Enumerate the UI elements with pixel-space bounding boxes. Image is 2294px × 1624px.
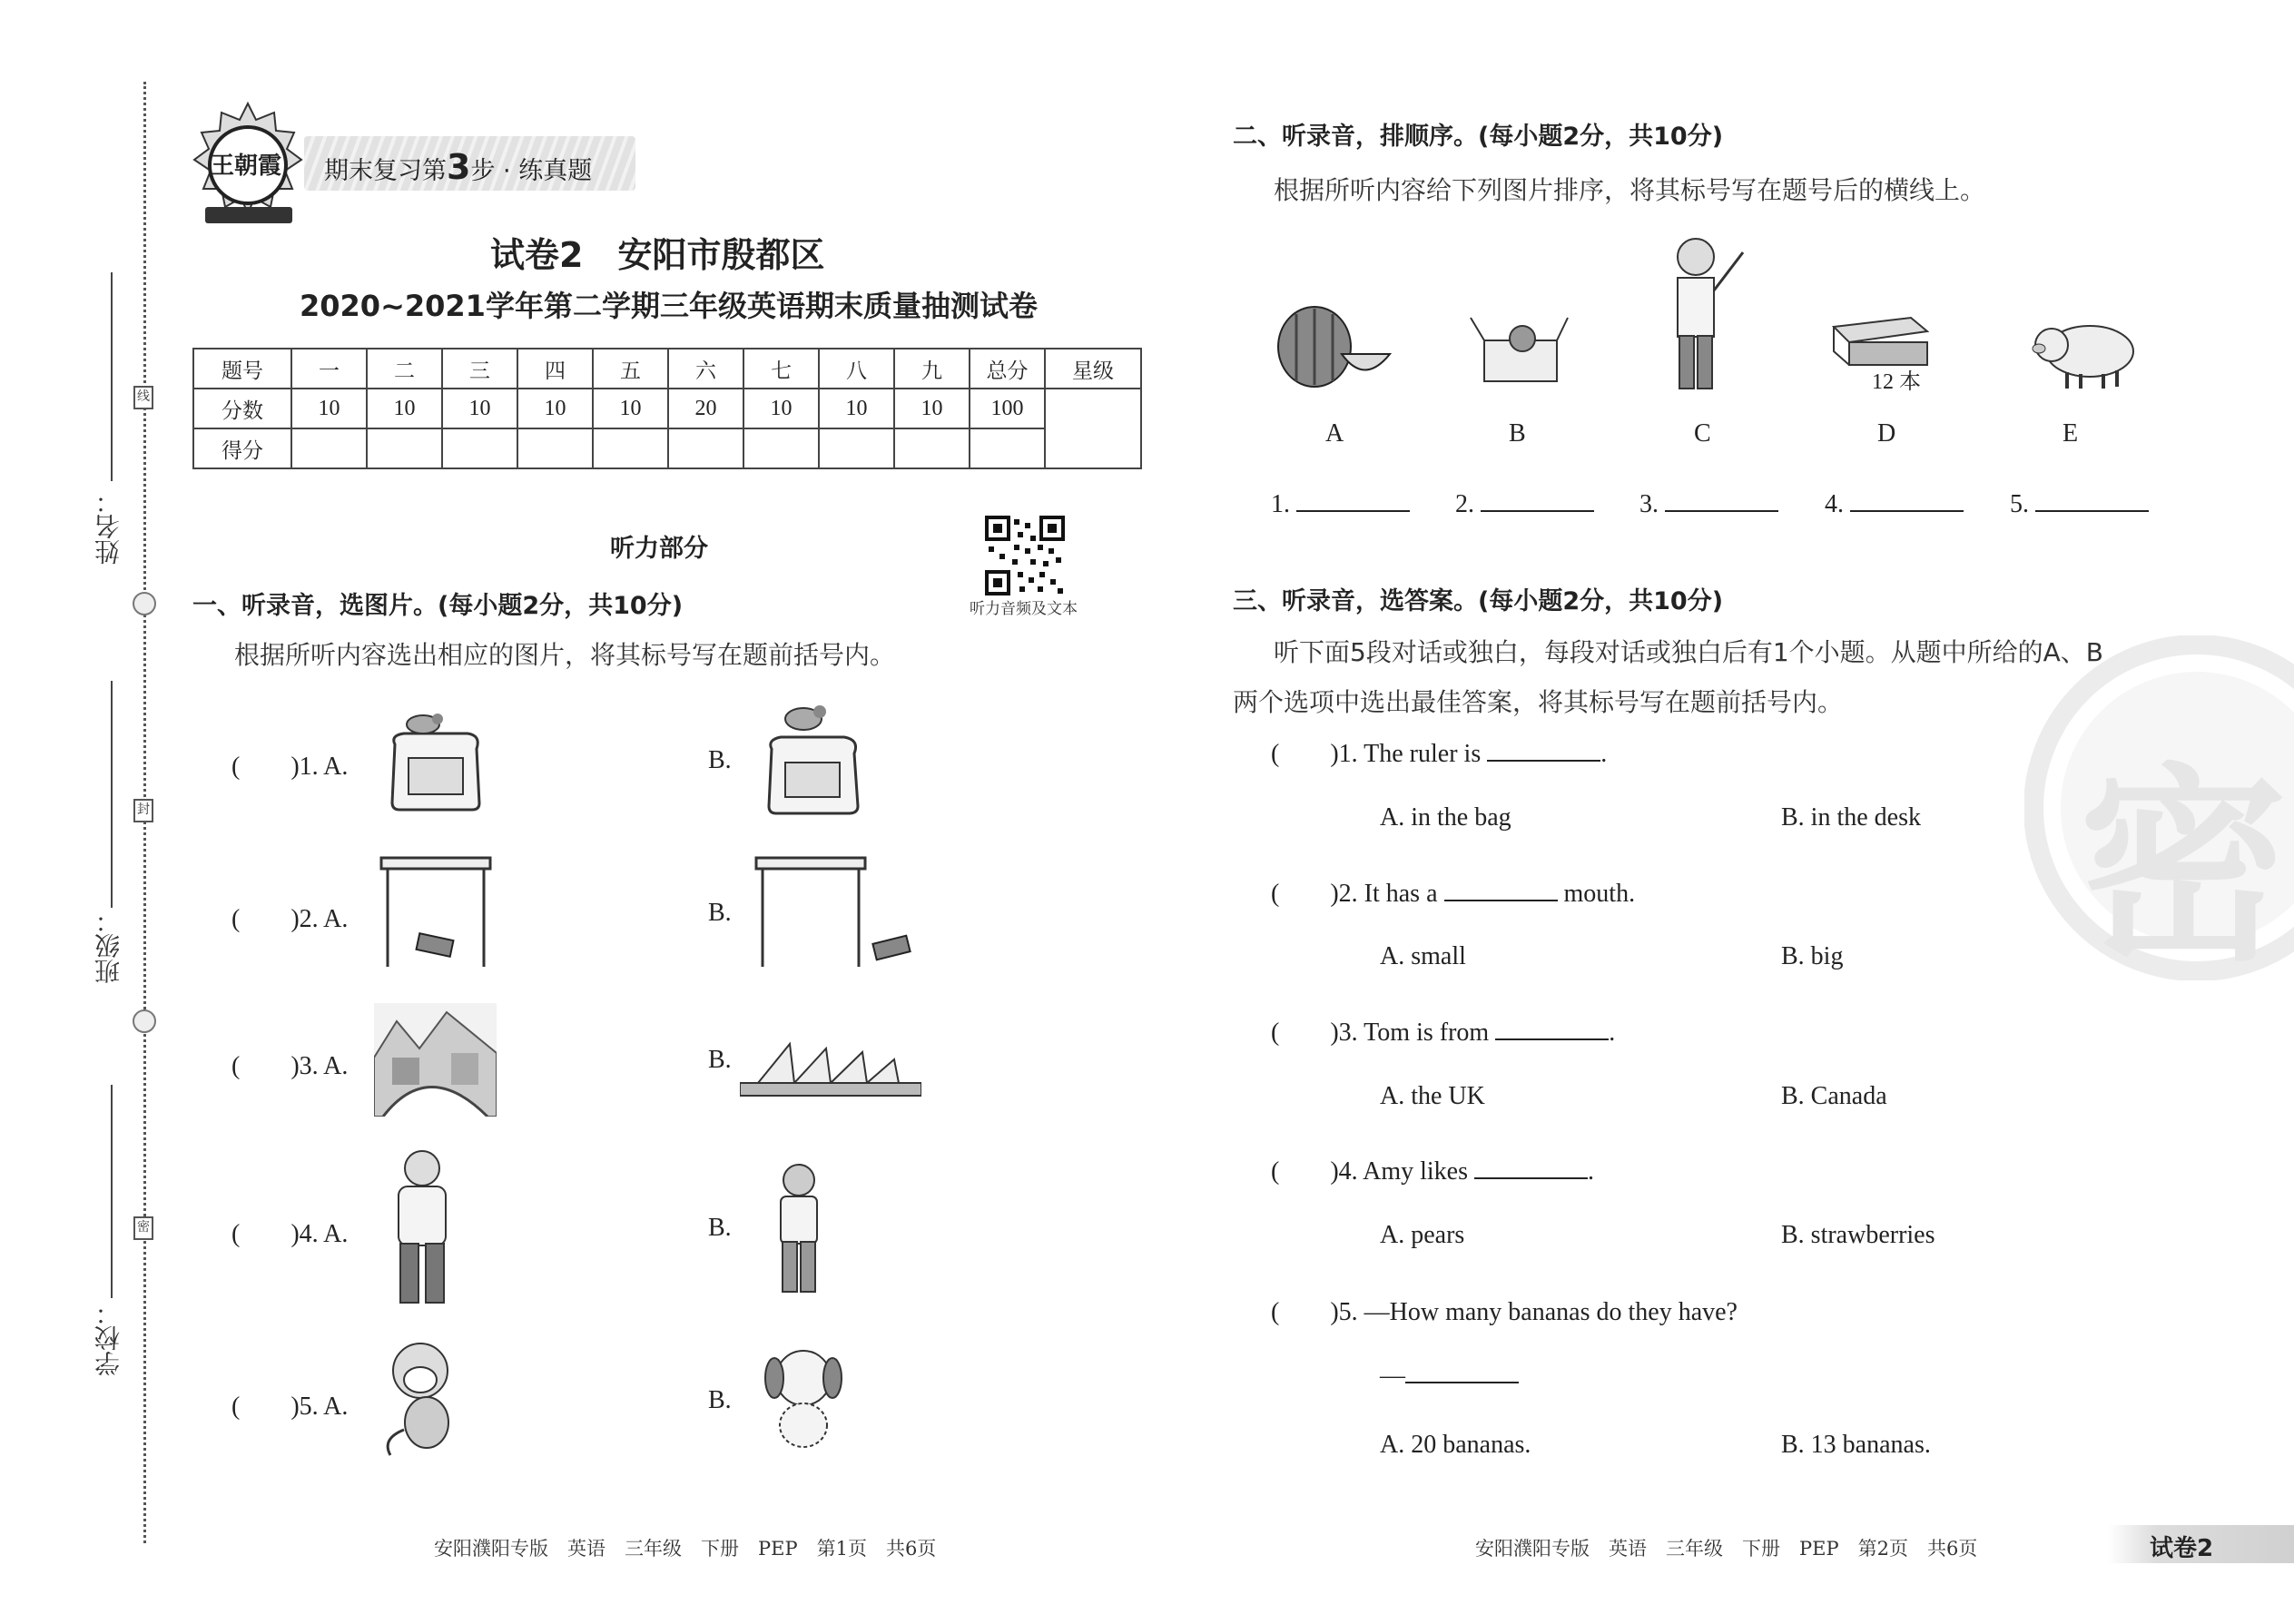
order-blank[interactable] — [2010, 490, 2149, 519]
section3-heading: 三、听录音，选答案。(每小题2分，共10分) — [1233, 587, 1724, 615]
footer-page2: 安阳濮阳专版 英语 三年级 下册 PEP 第2页 共6页 — [1475, 1538, 1978, 1560]
section2-heading: 二、听录音，排顺序。(每小题2分，共10分) — [1233, 123, 1724, 151]
question-row[interactable]: ( )3. Tom is from . — [1271, 1019, 1616, 1047]
option-a[interactable]: A. the UK — [1380, 1082, 1485, 1110]
section2-instruction: 根据所听内容给下列图片排序，将其标号写在题号后的横线上。 — [1274, 175, 1986, 205]
puppy-picture — [758, 1343, 849, 1452]
sydney-opera-house-picture — [740, 1039, 921, 1098]
blank-number: 5. — [2010, 490, 2029, 518]
option-b-label: B. — [708, 746, 732, 774]
watermark-text: 密 — [2079, 747, 2289, 989]
question-tail: . — [1600, 740, 1608, 768]
question-row[interactable]: ( )1. The ruler is . — [1271, 740, 1608, 768]
pig-picture — [2026, 310, 2144, 392]
picture-letter: B — [1509, 419, 1526, 448]
boy-in-shirt-picture — [772, 1162, 826, 1298]
question-text: )5. —How many bananas do they have? — [1330, 1298, 1738, 1326]
seal-mark-seal: 封 — [133, 799, 153, 822]
order-blank[interactable] — [1639, 490, 1778, 519]
picture-letter: C — [1694, 419, 1711, 448]
question-row[interactable]: ( )5. —How many bananas do they have? — [1271, 1298, 1738, 1326]
col-header: 星级 — [1045, 349, 1141, 389]
section3-instruction-line1: 听下面5段对话或独白，每段对话或独白后有1个小题。从题中所给的A、B — [1274, 637, 2103, 667]
option-b-label: B. — [708, 1046, 732, 1074]
col-header: 一 — [291, 349, 367, 389]
option-a-label: A. — [323, 905, 349, 933]
question-row[interactable]: ( )4. Amy likes . — [1271, 1157, 1594, 1186]
answer-bracket[interactable]: ( )5. A. — [231, 1393, 349, 1421]
col-header: 九 — [894, 349, 970, 389]
option-b[interactable]: B. in the desk — [1781, 803, 1921, 832]
option-b[interactable]: B. Canada — [1781, 1082, 1887, 1110]
row-label: 得分 — [193, 428, 291, 468]
col-header: 总分 — [970, 349, 1045, 389]
score-cell[interactable] — [442, 428, 517, 468]
col-header: 四 — [517, 349, 593, 389]
col-header: 七 — [743, 349, 819, 389]
blank-number: 3. — [1639, 490, 1659, 518]
option-b-label: B. — [708, 899, 732, 927]
seal-mark-secret: 密 — [133, 1216, 153, 1240]
points-cell: 10 — [442, 389, 517, 428]
city-scene-picture — [374, 1003, 497, 1117]
score-table — [192, 348, 1142, 469]
paper-subtitle: 2020~2021学年第二学期三年级英语期末质量抽测试卷 — [300, 289, 1038, 323]
section1-heading: 一、听录音，选图片。(每小题2分，共10分) — [192, 592, 684, 620]
picture-letter: D — [1877, 419, 1896, 448]
qr-code-icon[interactable] — [985, 516, 1065, 595]
order-blank[interactable] — [1271, 490, 1410, 519]
item-number: 3. — [299, 1052, 319, 1080]
option-b[interactable]: B. strawberries — [1781, 1221, 1935, 1249]
boy-in-sweater-picture — [386, 1148, 458, 1312]
picture-letter: A — [1325, 419, 1344, 448]
question-text: )1. The ruler is — [1330, 740, 1488, 768]
points-cell: 10 — [517, 389, 593, 428]
star-level-cell[interactable] — [1045, 389, 1141, 468]
book-count-caption: 12 本 — [1872, 370, 1921, 394]
option-b-label: B. — [708, 1386, 732, 1414]
score-cell[interactable] — [517, 428, 593, 468]
order-blank[interactable] — [1455, 490, 1594, 519]
paper-tag: 试卷2 — [2150, 1535, 2214, 1562]
points-cell: 100 — [970, 389, 1045, 428]
score-cell[interactable] — [367, 428, 442, 468]
bird-on-bag-picture-b — [758, 699, 867, 822]
blank-number: 1. — [1271, 490, 1290, 518]
col-header: 六 — [668, 349, 743, 389]
dash: — — [1380, 1362, 1405, 1390]
item-number: 5. — [299, 1393, 319, 1421]
item-number: 1. — [299, 753, 319, 781]
section3-instruction-line2: 两个选项中选出最佳答案，将其标号写在题前括号内。 — [1233, 687, 1844, 717]
score-cell[interactable] — [291, 428, 367, 468]
footer-page1: 安阳濮阳专版 英语 三年级 下册 PEP 第1页 共6页 — [434, 1538, 937, 1560]
qr-caption: 听力音频及文本 — [970, 600, 1078, 618]
binding-hole-icon — [133, 1009, 156, 1033]
banner-step: 3 — [447, 147, 471, 187]
ball-in-box-picture — [1466, 313, 1570, 386]
option-a-label: A. — [323, 1393, 349, 1421]
option-b[interactable]: B. 13 bananas. — [1781, 1431, 1931, 1459]
answer-bracket[interactable]: ( )2. A. — [231, 905, 349, 933]
book-under-desk-picture — [377, 853, 495, 971]
blank-number: 4. — [1825, 490, 1844, 518]
banner-prefix: 期末复习第 — [324, 157, 447, 185]
question-text: )3. Tom is from — [1330, 1019, 1496, 1047]
points-cell: 20 — [668, 389, 743, 428]
option-a[interactable]: A. in the bag — [1380, 803, 1511, 832]
option-a-label: A. — [323, 1220, 349, 1248]
name-write-line[interactable] — [111, 272, 113, 481]
row-label: 分数 — [193, 389, 291, 428]
logo-text: 王朝霞 — [211, 153, 282, 180]
section1-instruction: 根据所听内容选出相应的图片，将其标号写在题前括号内。 — [234, 640, 896, 670]
item-number: 4. — [299, 1220, 319, 1248]
option-b-label: B. — [708, 1214, 732, 1242]
bird-on-bag-picture — [381, 708, 495, 812]
answer-bracket[interactable]: ( )4. A. — [231, 1220, 349, 1248]
points-cell: 10 — [894, 389, 970, 428]
score-cell[interactable] — [593, 428, 668, 468]
col-header: 三 — [442, 349, 517, 389]
banner-suffix: 步 · 练真题 — [470, 157, 593, 185]
blank-number: 2. — [1455, 490, 1474, 518]
school-label: 学校： — [94, 1300, 123, 1376]
score-cell[interactable] — [894, 428, 970, 468]
option-a[interactable]: A. small — [1380, 942, 1466, 970]
points-cell: 10 — [743, 389, 819, 428]
option-a[interactable]: A. 20 bananas. — [1380, 1431, 1531, 1459]
question-text: )4. Amy likes — [1330, 1157, 1474, 1186]
picture-letter: E — [2063, 419, 2079, 448]
class-label: 班级： — [94, 908, 123, 984]
answer-line[interactable] — [1380, 1362, 1519, 1391]
score-cell[interactable] — [668, 428, 743, 468]
paper-title: 试卷2 安阳市殷都区 — [490, 235, 825, 275]
binding-hole-icon — [133, 592, 156, 615]
points-cell: 10 — [291, 389, 367, 428]
answer-bracket[interactable]: ( )1. A. — [231, 753, 349, 781]
points-cell: 10 — [593, 389, 668, 428]
score-cell[interactable] — [743, 428, 819, 468]
question-text: )2. It has a — [1330, 880, 1444, 908]
item-number: 2. — [299, 905, 319, 933]
score-cell[interactable] — [970, 428, 1045, 468]
watermelon-picture — [1274, 300, 1392, 390]
stack-of-books-picture — [1829, 313, 1929, 368]
option-b[interactable]: B. big — [1781, 942, 1844, 970]
answer-bracket[interactable]: ( )3. A. — [231, 1052, 349, 1080]
option-a[interactable]: A. pears — [1380, 1221, 1465, 1249]
name-label: 姓名： — [94, 488, 123, 565]
class-write-line[interactable] — [111, 681, 113, 908]
row-label: 题号 — [193, 349, 291, 389]
school-write-line[interactable] — [111, 1085, 113, 1298]
col-header: 五 — [593, 349, 668, 389]
brand-logo — [180, 100, 316, 236]
order-blank[interactable] — [1825, 490, 1964, 519]
option-a-label: A. — [323, 1052, 349, 1080]
points-cell: 10 — [367, 389, 442, 428]
question-tail: mouth. — [1557, 880, 1636, 908]
col-header: 八 — [819, 349, 894, 389]
listening-heading: 听力部分 — [610, 535, 708, 563]
question-tail: . — [1588, 1157, 1594, 1186]
question-tail: . — [1609, 1019, 1616, 1047]
review-step-banner — [304, 136, 635, 191]
score-cell[interactable] — [819, 428, 894, 468]
monkey-picture — [377, 1339, 472, 1457]
question-row[interactable]: ( )2. It has a mouth. — [1271, 880, 1636, 908]
col-header: 二 — [367, 349, 442, 389]
option-a-label: A. — [323, 753, 349, 781]
teacher-picture — [1661, 234, 1748, 393]
book-beside-desk-picture — [752, 853, 920, 971]
seal-mark-line: 线 — [133, 386, 153, 409]
points-cell: 10 — [819, 389, 894, 428]
